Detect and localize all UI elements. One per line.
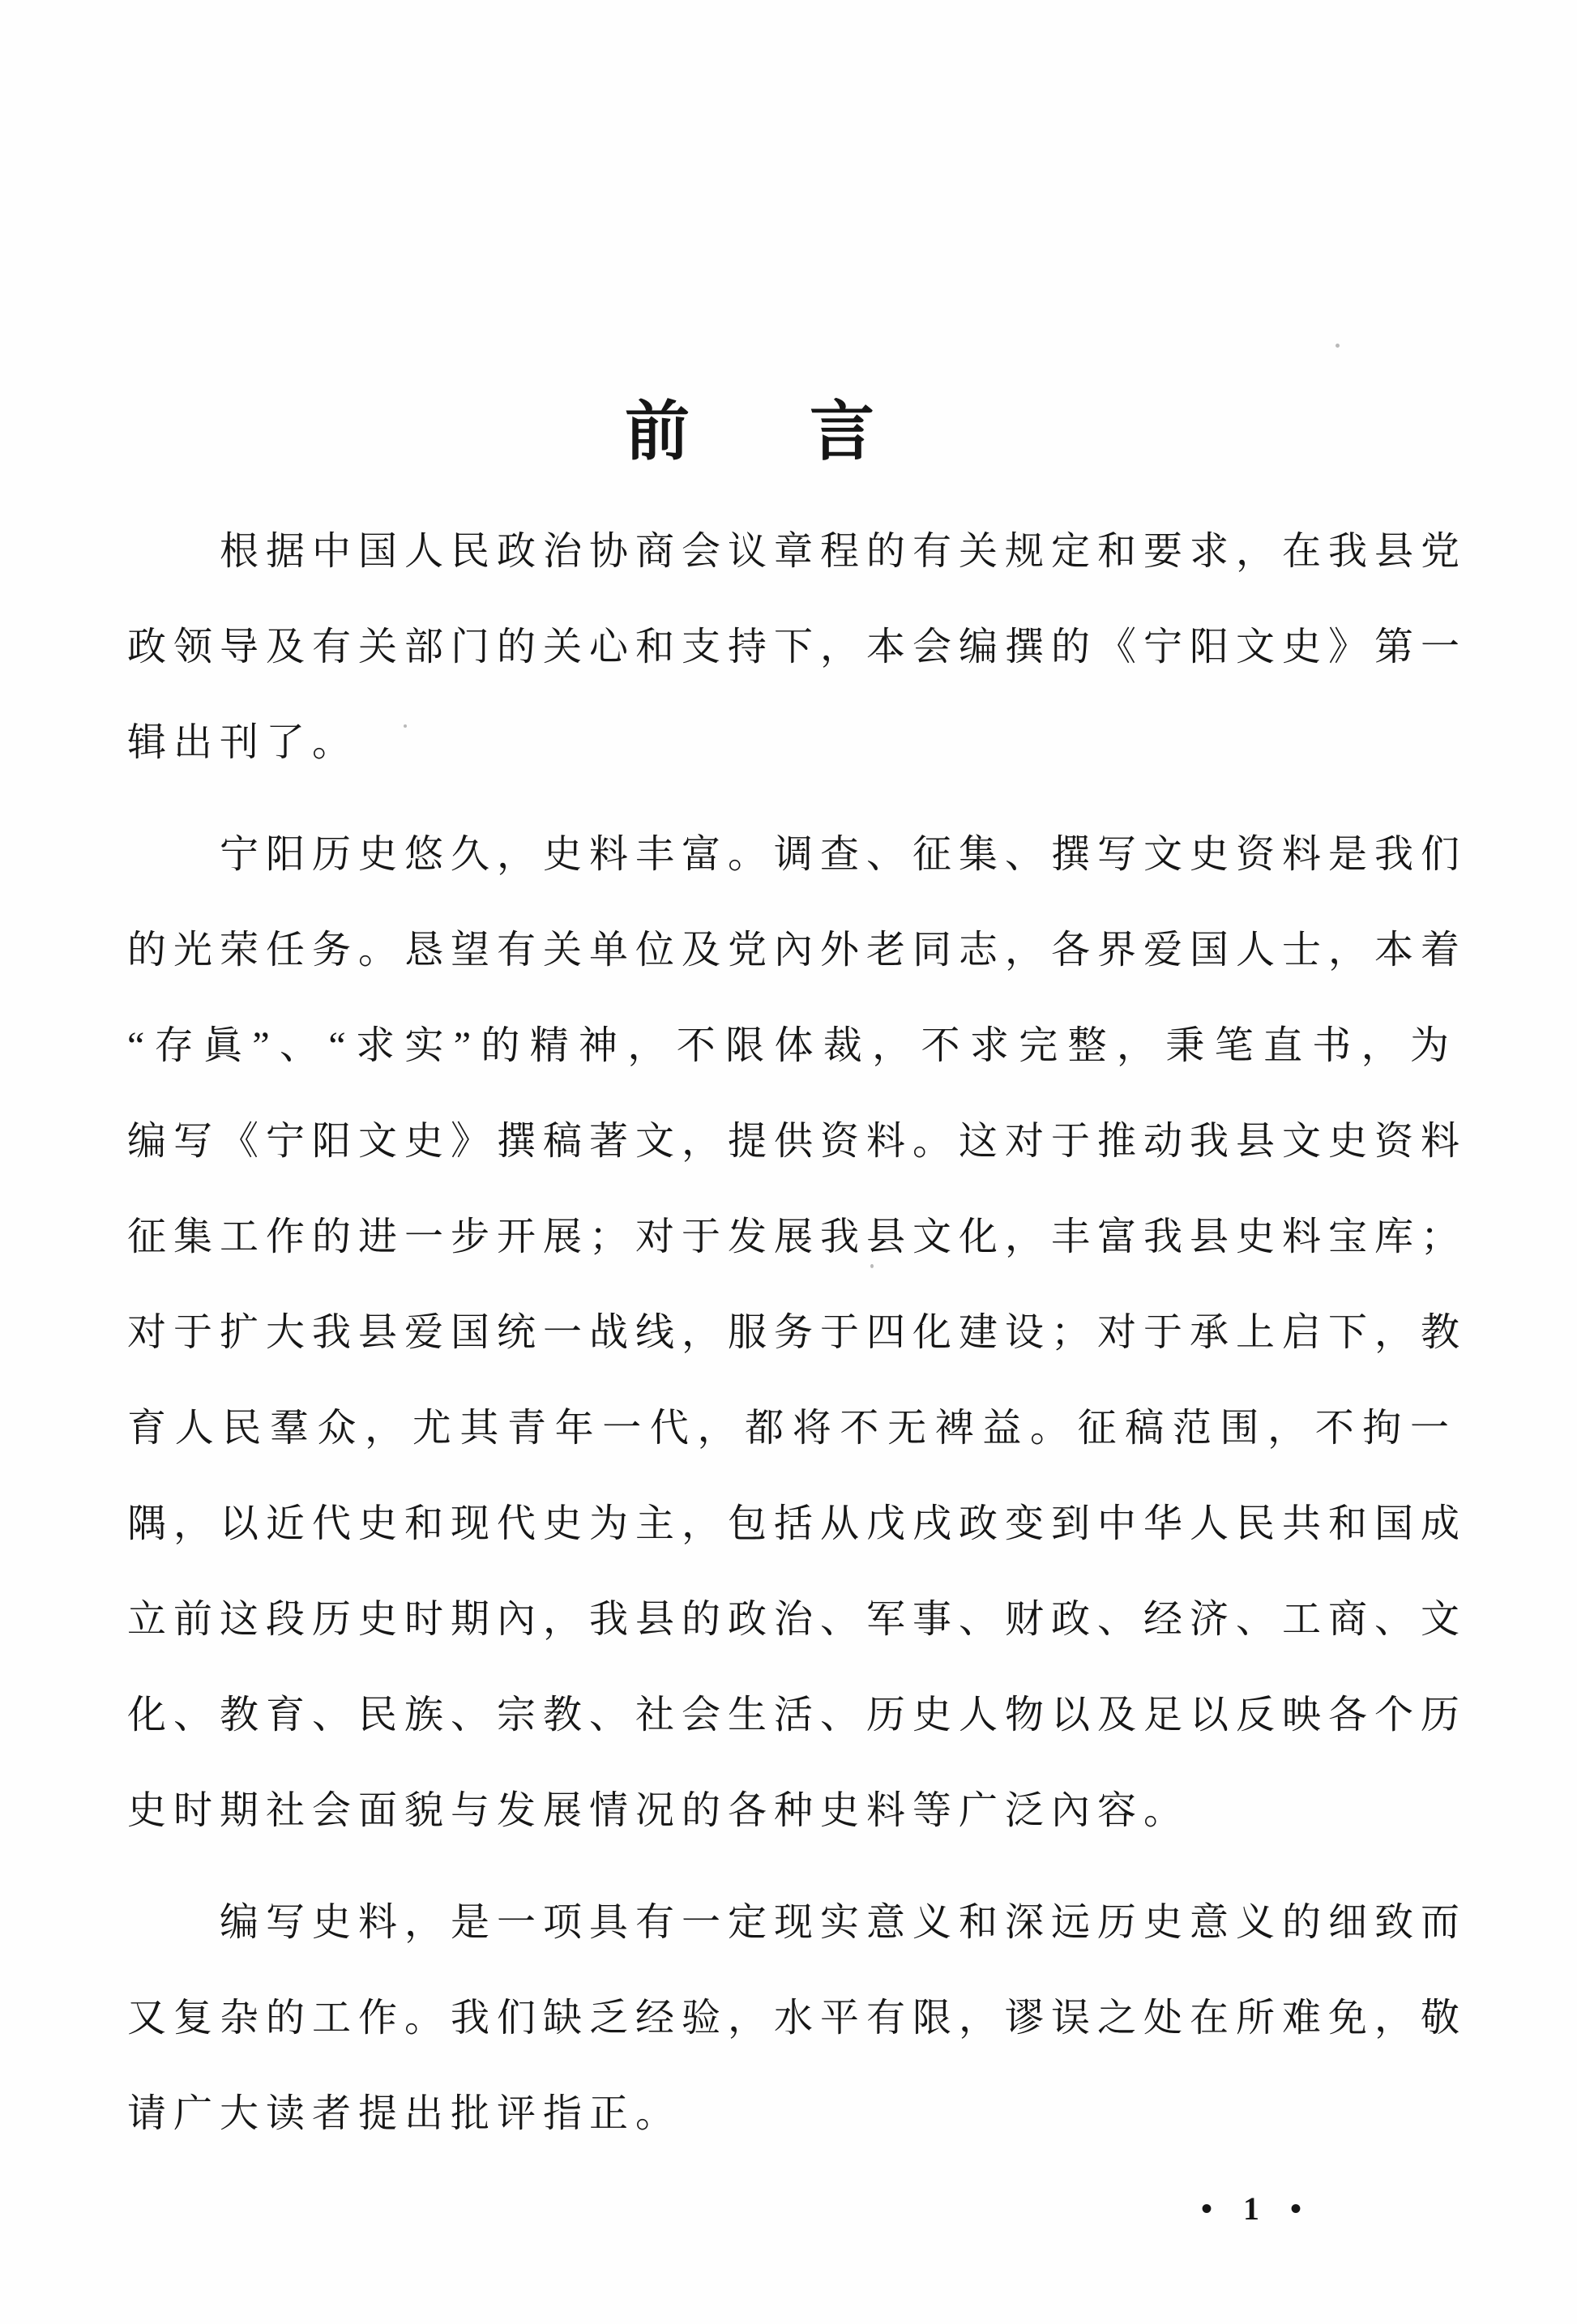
scan-speck [870,1264,874,1268]
text-line: 育人民羣众，尤其青年一代，都将不无裨益。征稿范围，不拘一 [127,1407,1456,1450]
scan-speck [404,724,407,728]
paragraph [127,504,1468,791]
text-line: 请广大读者提出批评指正。 [127,2092,682,2135]
page-number: • 1 • [1200,2190,1313,2227]
title-char-left: 前 [625,397,690,468]
page-title [0,397,1538,468]
scan-speck [1336,344,1340,348]
text-line: 化、教育、民族、宗教、社会生活、历史人物以及足以反映各个历 [127,1694,1468,1737]
text-line: 政领导及有关部门的关心和支持下，本会编撰的《宁阳文史》第一 [127,626,1468,669]
text-line: 的光荣任务。恳望有关单位及党內外老同志，各界爱国人士，本着 [127,929,1468,972]
text-line: 编写史料，是一项具有一定现实意义和深远历史意义的细致而 [220,1901,1468,1944]
paragraph [127,807,1468,1859]
text-line: 立前这段历史时期內，我县的政治、军事、财政、经济、工商、文 [127,1598,1468,1641]
text-line: 隅，以近代史和现代史为主，包括从戊戌政变到中华人民共和国成 [127,1502,1468,1545]
text-line: 史时期社会面貌与发展情况的各种史料等广泛內容。 [127,1789,1190,1832]
text-line: 宁阳历史悠久，史料丰富。调查、征集、撰写文史资料是我们 [220,833,1468,876]
text-line: 编写《宁阳文史》撰稿著文，提供资料。这对于推动我县文史资料 [127,1120,1468,1163]
text-line: 又复杂的工作。我们缺乏经验，水平有限，谬误之处在所难免，敬 [127,1997,1468,2040]
title-char-right: 言 [810,397,874,468]
text-line: 征集工作的进一步开展；对于发展我县文化，丰富我县史料宝库； [127,1215,1468,1258]
text-line: 辑出刊了。 [127,721,359,764]
text-line: “存眞”、“求实”的精神，不限体裁，不求完整，秉笔直书，为 [127,1024,1456,1067]
text-line: 对于扩大我县爱国统一战线，服务于四化建设；对于承上启下，教 [127,1311,1468,1354]
text-line: 根据中国人民政治协商会议章程的有关规定和要求，在我县党 [220,530,1468,573]
document-body [127,504,1468,2162]
paragraph [127,1875,1468,2162]
